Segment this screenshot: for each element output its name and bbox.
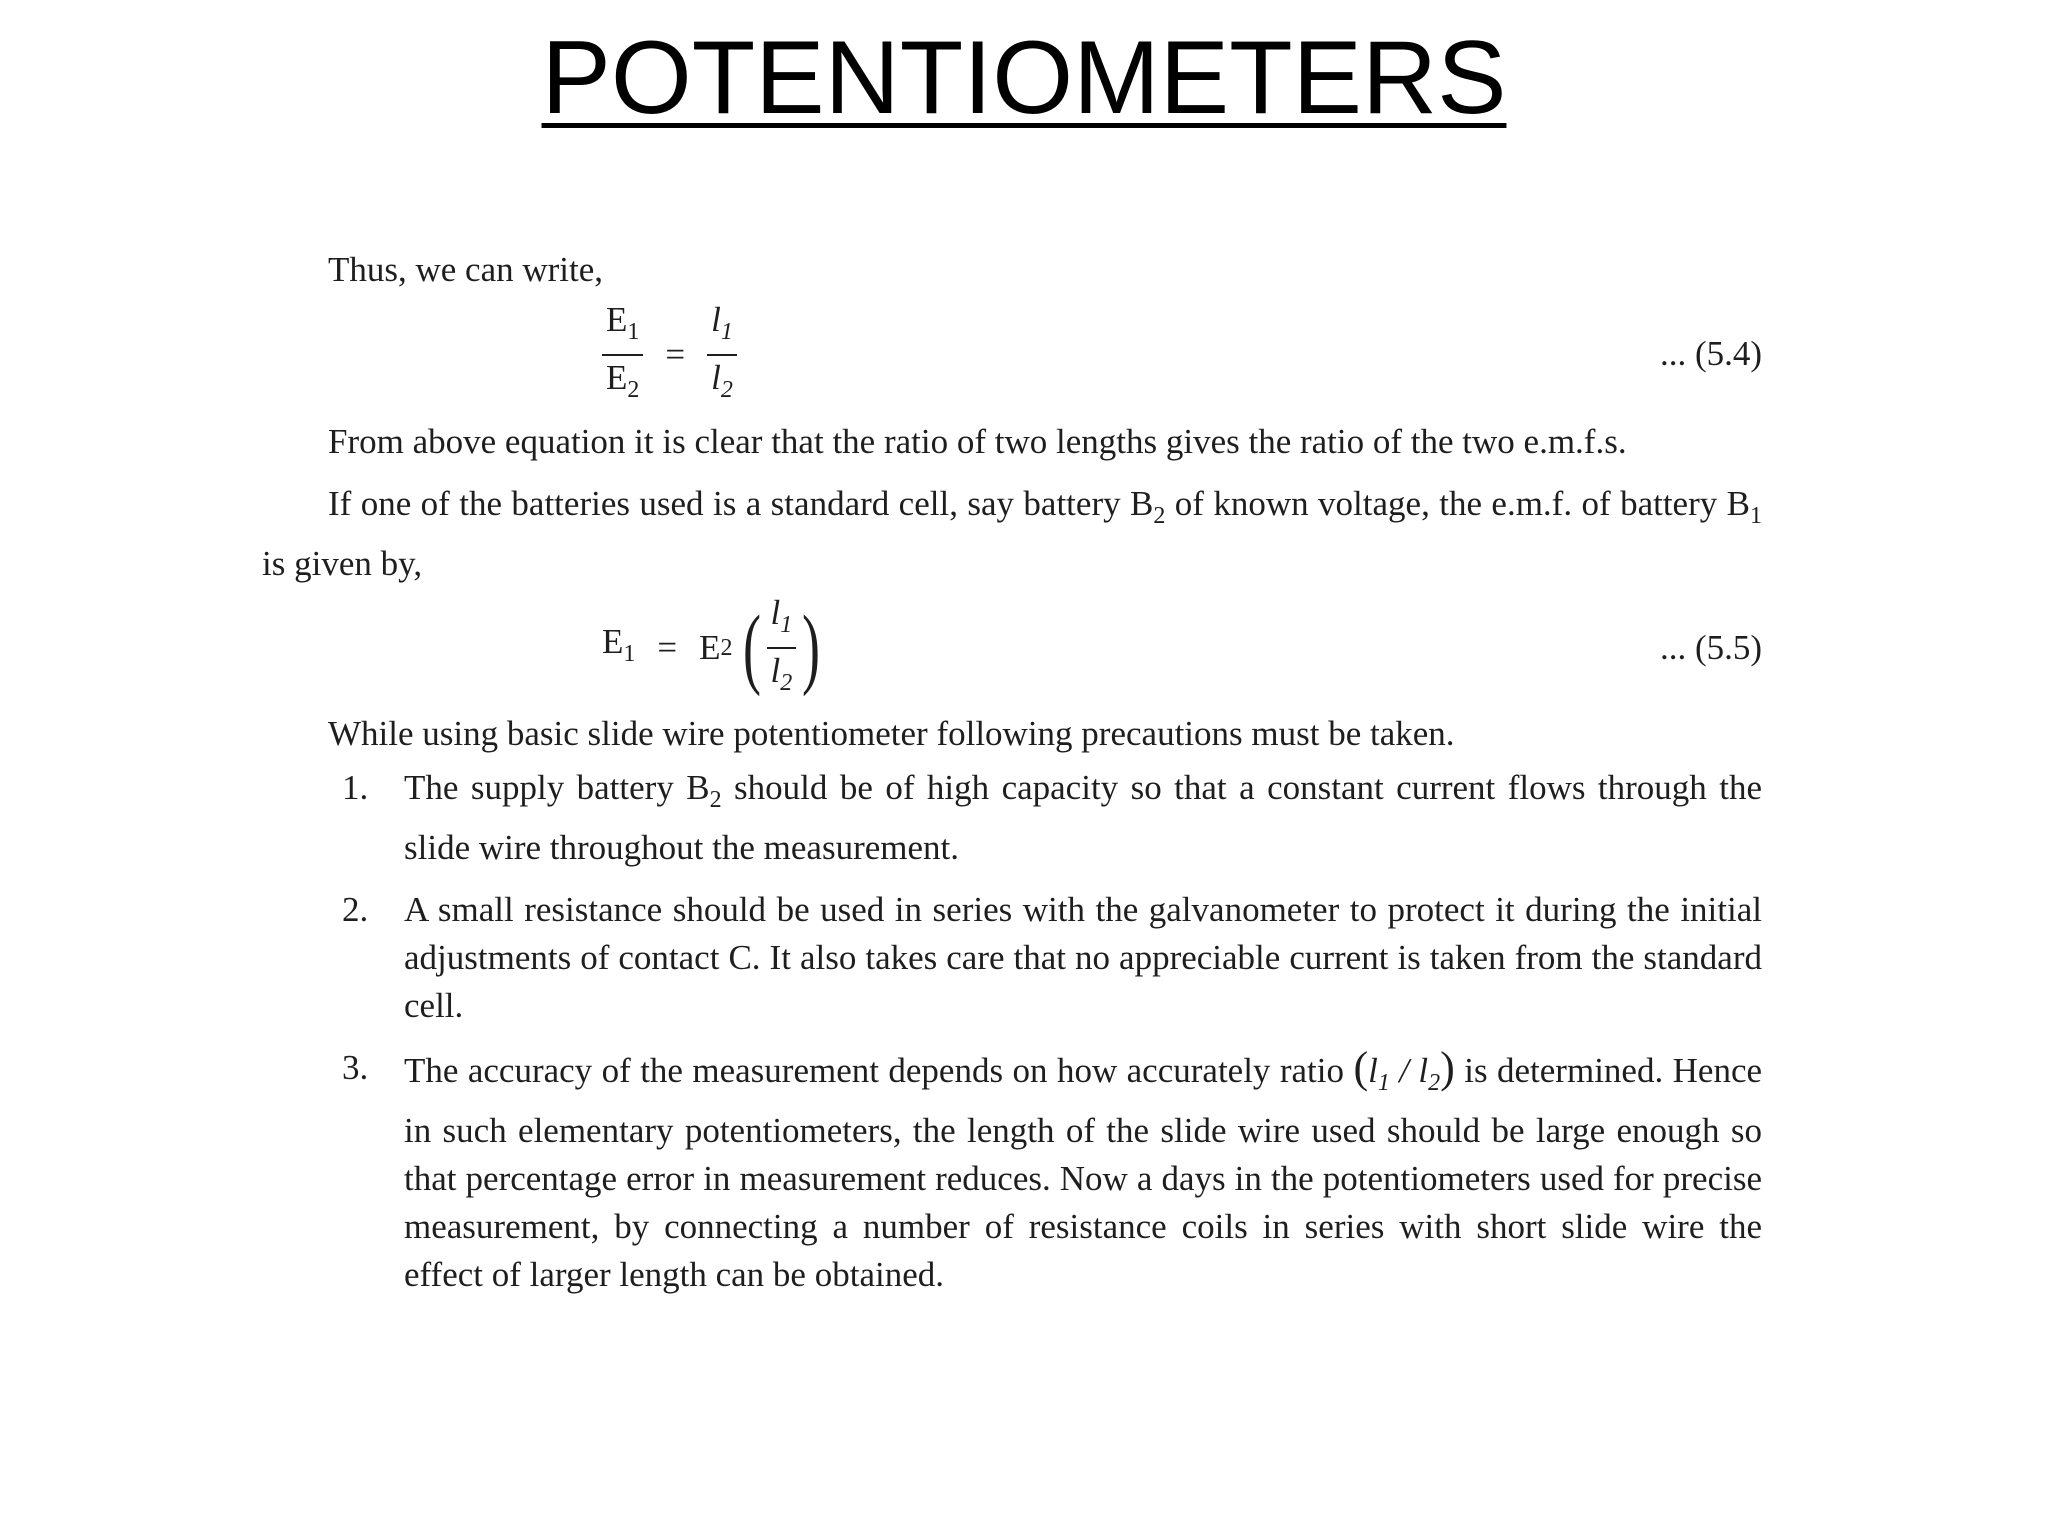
list-item-number: 1. xyxy=(342,768,369,807)
symbol-l: l xyxy=(770,593,781,632)
open-paren: ( xyxy=(742,598,761,697)
equals-sign: = xyxy=(657,628,678,667)
ratio-expression xyxy=(1353,1043,1455,1096)
symbol-e: E xyxy=(606,300,628,339)
list-item-text: A small resistance should be used in series with the galvanometer to protect it during the initial adjustments of contact C. It also takes care that no appreciable current is taken from the standard cell. xyxy=(404,890,1762,1025)
paragraph-precautions: While using basic slide wire potentiometer following precautions must be taken. xyxy=(328,714,1455,753)
list-item-text xyxy=(404,764,1762,872)
subscript: 1 xyxy=(720,319,733,345)
page-title-text: POTENTIOMETERS xyxy=(541,20,1507,136)
paragraph-ratio: From above equation it is clear that the ratio of two lengths gives the ratio of the two e.m.f.s. xyxy=(328,422,1627,461)
list-item xyxy=(262,764,1762,872)
fraction-numerator xyxy=(767,591,797,649)
subscript: 2 xyxy=(709,787,722,813)
list-item xyxy=(262,886,1762,1030)
text-segment: The accuracy of the measurement depends on how accurately ratio xyxy=(404,1051,1354,1090)
fraction-numerator xyxy=(602,298,643,356)
list-item-number: 3. xyxy=(342,1048,369,1087)
symbol-l: l xyxy=(1368,1051,1378,1090)
precautions-list xyxy=(262,764,1762,1299)
subscript: 2 xyxy=(1153,503,1166,529)
fraction-l1-l2 xyxy=(767,591,797,705)
list-item xyxy=(262,1044,1762,1299)
intro-text: Thus, we can write, xyxy=(328,250,604,289)
fraction-denominator xyxy=(707,356,737,412)
equation-5-4-math xyxy=(602,300,737,410)
fraction-denominator xyxy=(602,356,643,412)
list-item-text xyxy=(404,1044,1762,1299)
text-segment: The supply battery B xyxy=(404,768,710,807)
subscript: 1 xyxy=(780,612,793,638)
equals-sign: = xyxy=(665,335,686,374)
equation-number: ... (5.5) xyxy=(1659,628,1762,667)
slash: / xyxy=(1389,1051,1419,1090)
close-paren: ) xyxy=(1440,1043,1455,1092)
symbol-l: l xyxy=(711,358,721,397)
page-title xyxy=(0,18,2048,138)
fraction-e1-e2 xyxy=(602,298,643,412)
close-paren: ) xyxy=(802,598,821,697)
subscript: 1 xyxy=(627,319,640,345)
symbol-l: l xyxy=(770,651,781,690)
subscript: 1 xyxy=(1377,1070,1390,1096)
subscript: 1 xyxy=(1750,503,1763,529)
list-item-number: 2. xyxy=(342,890,369,929)
eq-rhs xyxy=(699,591,826,705)
subscript: 2 xyxy=(627,377,640,403)
text-segment: should be of high capacity so that a constant current flows through the slide wire throughout the measurement. xyxy=(404,768,1763,867)
subscript: 2 xyxy=(720,377,733,403)
text-segment: is determined. Hence in such elementary potentiometers, the length of the slide wire used should be large enough so that percentage error in measurement reduces. Now a days in the potentiometers used for precise measurement, by connecting a number of resistance coils in series with short slide wire the effect of larger length can be obtained. xyxy=(404,1051,1763,1294)
subscript: 2 xyxy=(1428,1070,1441,1096)
fraction-numerator xyxy=(707,298,737,356)
open-paren: ( xyxy=(1353,1043,1369,1092)
equation-5-5-math xyxy=(602,594,826,702)
symbol-e: E xyxy=(606,358,628,397)
document-body xyxy=(262,246,1762,1313)
text-segment: of known voltage, the e.m.f. of battery B xyxy=(1165,484,1751,523)
equation-number: ... (5.4) xyxy=(1659,334,1762,373)
subscript: 2 xyxy=(720,635,733,661)
subscript: 1 xyxy=(623,641,636,667)
fraction-l1-l2 xyxy=(707,298,737,412)
subscript: 2 xyxy=(780,670,793,696)
symbol-e: E xyxy=(699,628,721,667)
text-segment: is given by, xyxy=(262,544,423,583)
symbol-l: l xyxy=(711,300,721,339)
equation-5-5 xyxy=(262,594,1762,702)
fraction-denominator xyxy=(767,649,797,705)
symbol-e: E xyxy=(602,622,624,661)
paragraph-standard-cell xyxy=(262,480,1762,588)
eq-lhs xyxy=(602,618,635,678)
text-segment: If one of the batteries used is a standard cell, say battery B xyxy=(328,484,1154,523)
symbol-l: l xyxy=(1418,1051,1429,1090)
equation-5-4 xyxy=(262,300,1762,410)
